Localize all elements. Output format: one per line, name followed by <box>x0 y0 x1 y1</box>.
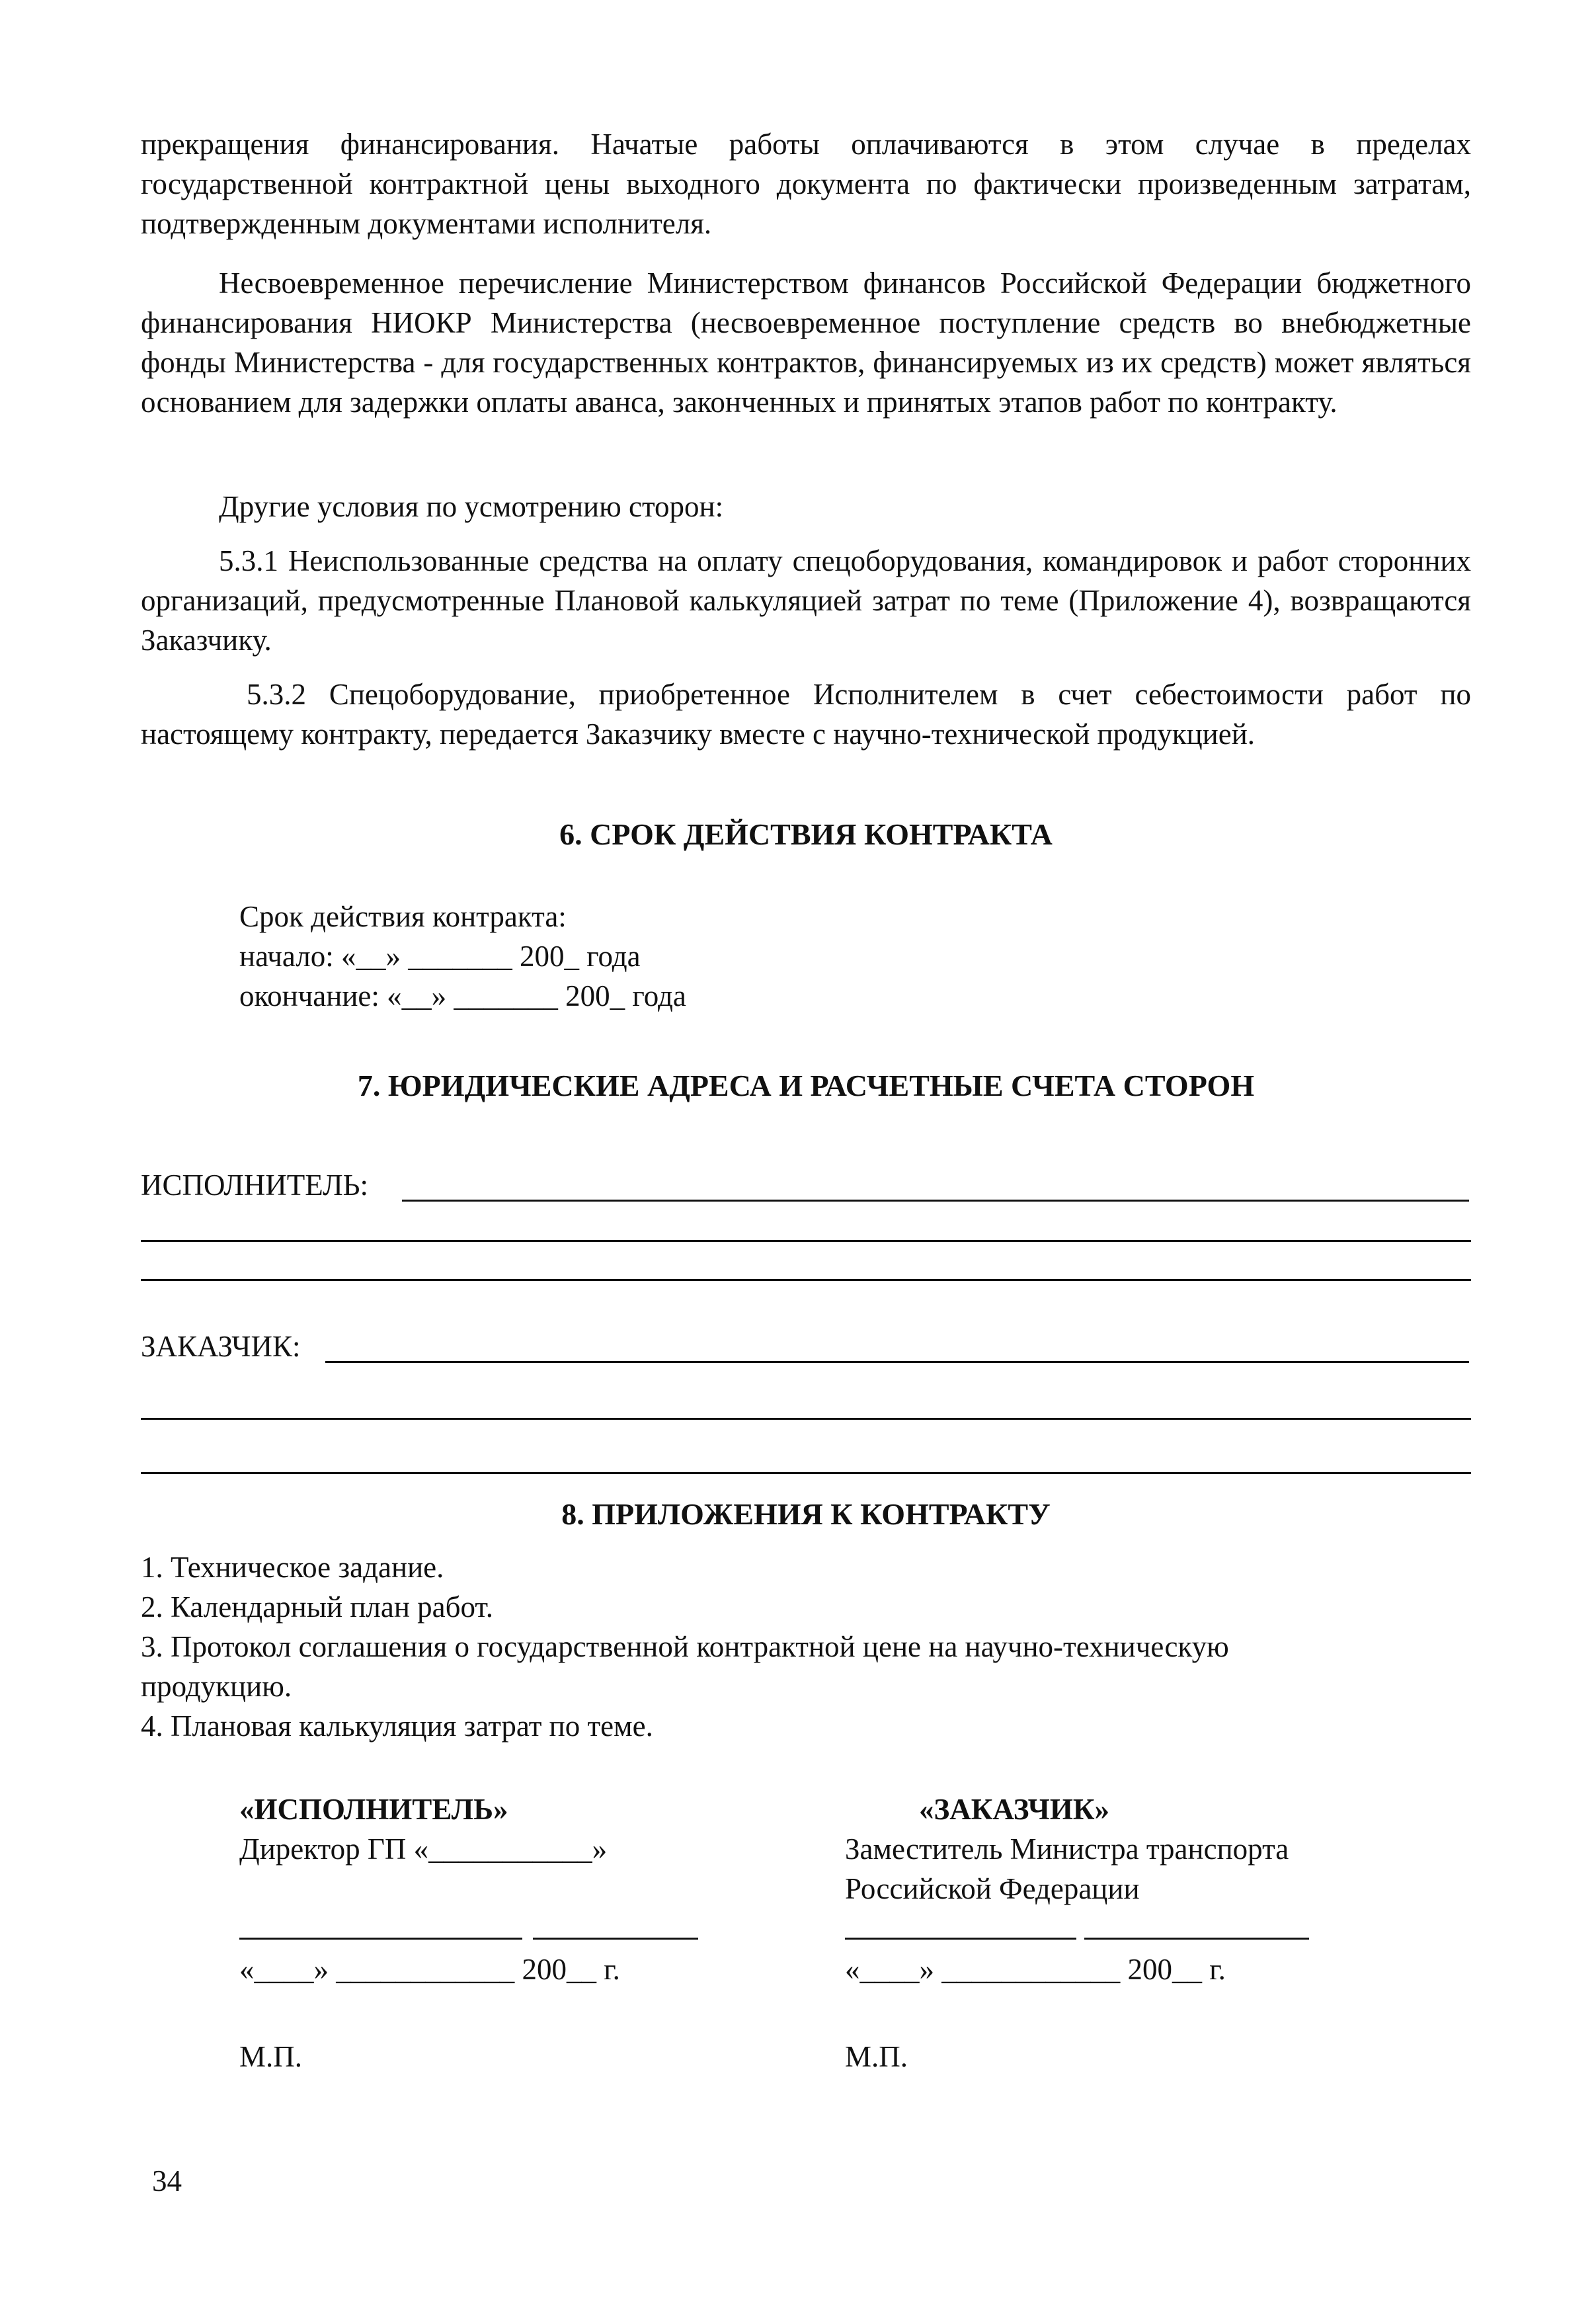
customer-position-line-2: Российской Федерации <box>845 1872 1140 1905</box>
executor-name-line <box>533 1938 698 1940</box>
appendix-item: 3. Протокол соглашения о государственной контрактной цене на научно-техническую продукцию. <box>141 1630 1229 1703</box>
contract-end-line: окончание: «__» _______ 200_ года <box>239 979 686 1012</box>
appendix-item: 1. Техническое задание. <box>141 1551 444 1584</box>
contract-start-line: начало: «__» _______ 200_ года <box>239 940 641 973</box>
appendix-list <box>141 1547 1471 1746</box>
customer-address-line-1 <box>325 1361 1469 1363</box>
page-number: 34 <box>152 2164 182 2198</box>
customer-position-line-1: Заместитель Министра транспорта <box>845 1832 1289 1866</box>
customer-signature-line <box>845 1938 1076 1940</box>
executor-date-line: «____» ____________ 200__ г. <box>239 1953 620 1986</box>
appendix-item: 4. Плановая калькуляция затрат по теме. <box>141 1709 653 1743</box>
customer-address-line-2 <box>141 1418 1471 1420</box>
paragraph-late-transfer: Несвоевременное перечисление Министерством финансов Российской Федерации бюджетного финансирования НИОКР Министерства (несвоевременное поступление средств во внебюджетные фонды Министерства - для государственных контрактов, финансируемых из их средств) может являться основанием для задержки оплаты аванса, законченных и принятых этапов работ по контракту. <box>141 267 1471 419</box>
paragraph-funding-termination: прекращения финансирования. Начатые работы оплачиваются в этом случае в пределах государственной контрактной цены выходного документа по фактически произведенным затратам, подтвержденным документами исполнителя. <box>141 128 1471 240</box>
executor-signature-title: «ИСПОЛНИТЕЛЬ» <box>239 1793 508 1826</box>
section-8-heading: 8. ПРИЛОЖЕНИЯ К КОНТРАКТУ <box>561 1497 1051 1531</box>
executor-address-line-1 <box>402 1200 1469 1202</box>
executor-label: ИСПОЛНИТЕЛЬ: <box>141 1169 369 1202</box>
executor-director-line: Директор ГП «___________» <box>239 1832 608 1866</box>
paragraph-clause-5-3-1: 5.3.1 Неиспользованные средства на оплату спецоборудования, командировок и работ сторонних организаций, предусмотренные Плановой калькуляцией затрат по теме (Приложение 4), возвращаются Заказчику. <box>141 544 1471 657</box>
appendix-item: 2. Календарный план работ. <box>141 1590 493 1624</box>
section-6-heading: 6. СРОК ДЕЙСТВИЯ КОНТРАКТА <box>559 817 1053 851</box>
contract-term-label: Срок действия контракта: <box>239 900 567 933</box>
customer-signature-title: «ЗАКАЗЧИК» <box>919 1793 1109 1826</box>
executor-address-line-3 <box>141 1279 1471 1281</box>
paragraph-clause-5-3-2: 5.3.2 Спецоборудование, приобретенное Исполнителем в счет себестоимости работ по настоящему контракту, передается Заказчику вместе с научно-технической продукцией. <box>141 678 1471 751</box>
customer-address-line-3 <box>141 1472 1471 1474</box>
executor-address-line-2 <box>141 1240 1471 1242</box>
customer-date-line: «____» ____________ 200__ г. <box>845 1953 1226 1986</box>
customer-stamp: М.П. <box>845 2040 908 2073</box>
section-7-heading: 7. ЮРИДИЧЕСКИЕ АДРЕСА И РАСЧЕТНЫЕ СЧЕТА СТОРОН <box>357 1069 1255 1102</box>
customer-name-line <box>1084 1938 1309 1940</box>
paragraph-other-conditions: Другие условия по усмотрению сторон: <box>219 490 724 523</box>
executor-stamp: М.П. <box>239 2040 303 2073</box>
customer-label: ЗАКАЗЧИК: <box>141 1330 301 1363</box>
executor-signature-line <box>239 1938 522 1940</box>
